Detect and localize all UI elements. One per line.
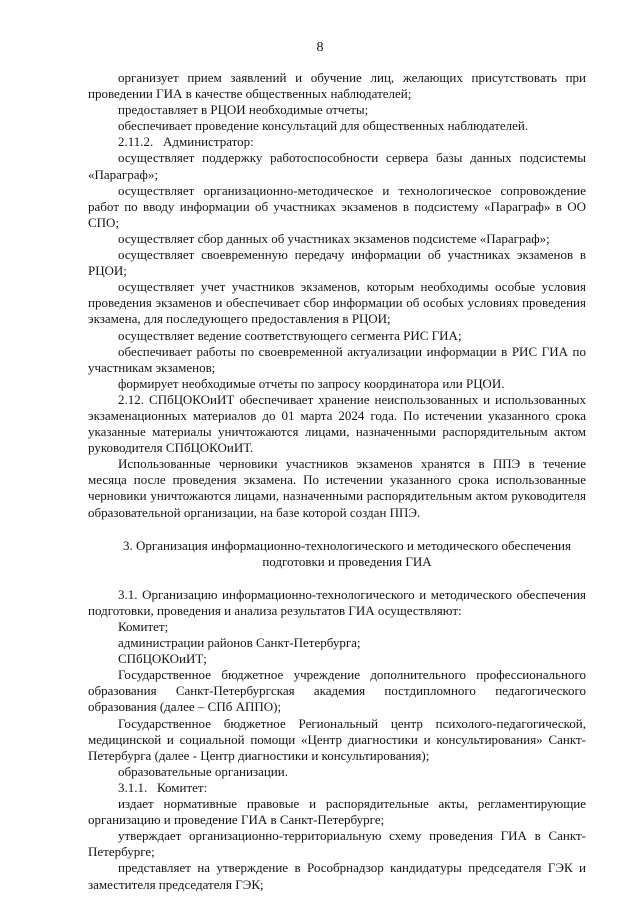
- paragraph: обеспечивает работы по своевременной актуализации информации в РИС ГИА по участникам экзаменов;: [88, 343, 586, 375]
- paragraph: осуществляет ведение соответствующего сегмента РИС ГИА;: [118, 327, 462, 343]
- subsection-heading: 2.11.2. Администратор:: [118, 134, 254, 150]
- paragraph: Государственное бюджетное учреждение дополнительного профессионального образования Санкт-Петербургская академия постдипломного педагогического образования (далее – СПб АППО);: [88, 667, 586, 715]
- paragraph: обеспечивает проведение консультаций для общественных наблюдателей.: [118, 118, 529, 134]
- paragraph: организует прием заявлений и обучение лиц, желающих присутствовать при проведении ГИА в качестве общественных наблюдателей;: [88, 70, 586, 102]
- paragraph: осуществляет сбор данных об участниках экзаменов подсистеме «Параграф»;: [118, 230, 550, 246]
- paragraph: администрации районов Санкт-Петербурга;: [118, 635, 361, 651]
- paragraph: осуществляет поддержку работоспособности сервера базы данных подсистемы «Параграф»;: [88, 150, 586, 182]
- paragraph: образовательные организации.: [118, 763, 288, 779]
- paragraph: СПбЦОКОиИТ;: [118, 651, 207, 667]
- subsection-heading: 3.1.1. Комитет:: [118, 779, 208, 795]
- paragraph: осуществляет организационно-методическое и технологическое сопровождение работ по вводу информации об участниках экзаменов в подсистему «Параграф» в ОО СПО;: [88, 182, 586, 230]
- section-heading: 3. Организация информационно-технологического и методического обеспечения подготовки и проведения ГИА: [123, 537, 571, 569]
- paragraph: Государственное бюджетное Региональный центр психолого-педагогической, медицинской и социальной помощи «Центр диагностики и консультирования» Санкт-Петербурга (далее - Центр диагностики и консультирования);: [88, 715, 586, 763]
- paragraph: утверждает организационно-территориальную схему проведения ГИА в Санкт-Петербурге;: [88, 828, 586, 860]
- paragraph: 2.12. СПбЦОКОиИТ обеспечивает хранение неиспользованных и использованных экзаменационных материалов до 01 марта 2024 года. По истечении указанного срока указанные материалы уничтожаются лицами, назначенными распорядительным актом руководителя СПбЦОКОиИТ.: [88, 391, 586, 456]
- page-number: 8: [316, 40, 324, 55]
- document-body: [88, 70, 586, 893]
- paragraph: издает нормативные правовые и распорядительные акты, регламентирующие организацию и проведение ГИА в Санкт-Петербурге;: [88, 796, 586, 828]
- paragraph: осуществляет учет участников экзаменов, которым необходимы особые условия проведения экзаменов и обеспечивает сбор информации об особых условиях проведения экзамена, для последующего предоставления в РЦОИ;: [88, 279, 586, 327]
- paragraph: 3.1. Организацию информационно-технологического и методического обеспечения подготовки, проведения и анализа результатов ГИА осуществляют:: [88, 586, 586, 618]
- paragraph: Использованные черновики участников экзаменов хранятся в ППЭ в течение месяца после проведения экзамена. По истечении указанного срока использованные черновики уничтожаются лицами, назначенными распорядительным актом руководителя образовательной организации, на базе которой создан ППЭ.: [88, 456, 586, 520]
- paragraph: предоставляет в РЦОИ необходимые отчеты;: [118, 102, 369, 118]
- paragraph: формирует необходимые отчеты по запросу координатора или РЦОИ.: [118, 375, 505, 391]
- paragraph: представляет на утверждение в Рособрнадзор кандидатуры председателя ГЭК и заместителя председателя ГЭК;: [88, 860, 586, 892]
- paragraph: осуществляет своевременную передачу информации об участниках экзаменов в РЦОИ;: [88, 247, 586, 279]
- paragraph: Комитет;: [118, 619, 169, 634]
